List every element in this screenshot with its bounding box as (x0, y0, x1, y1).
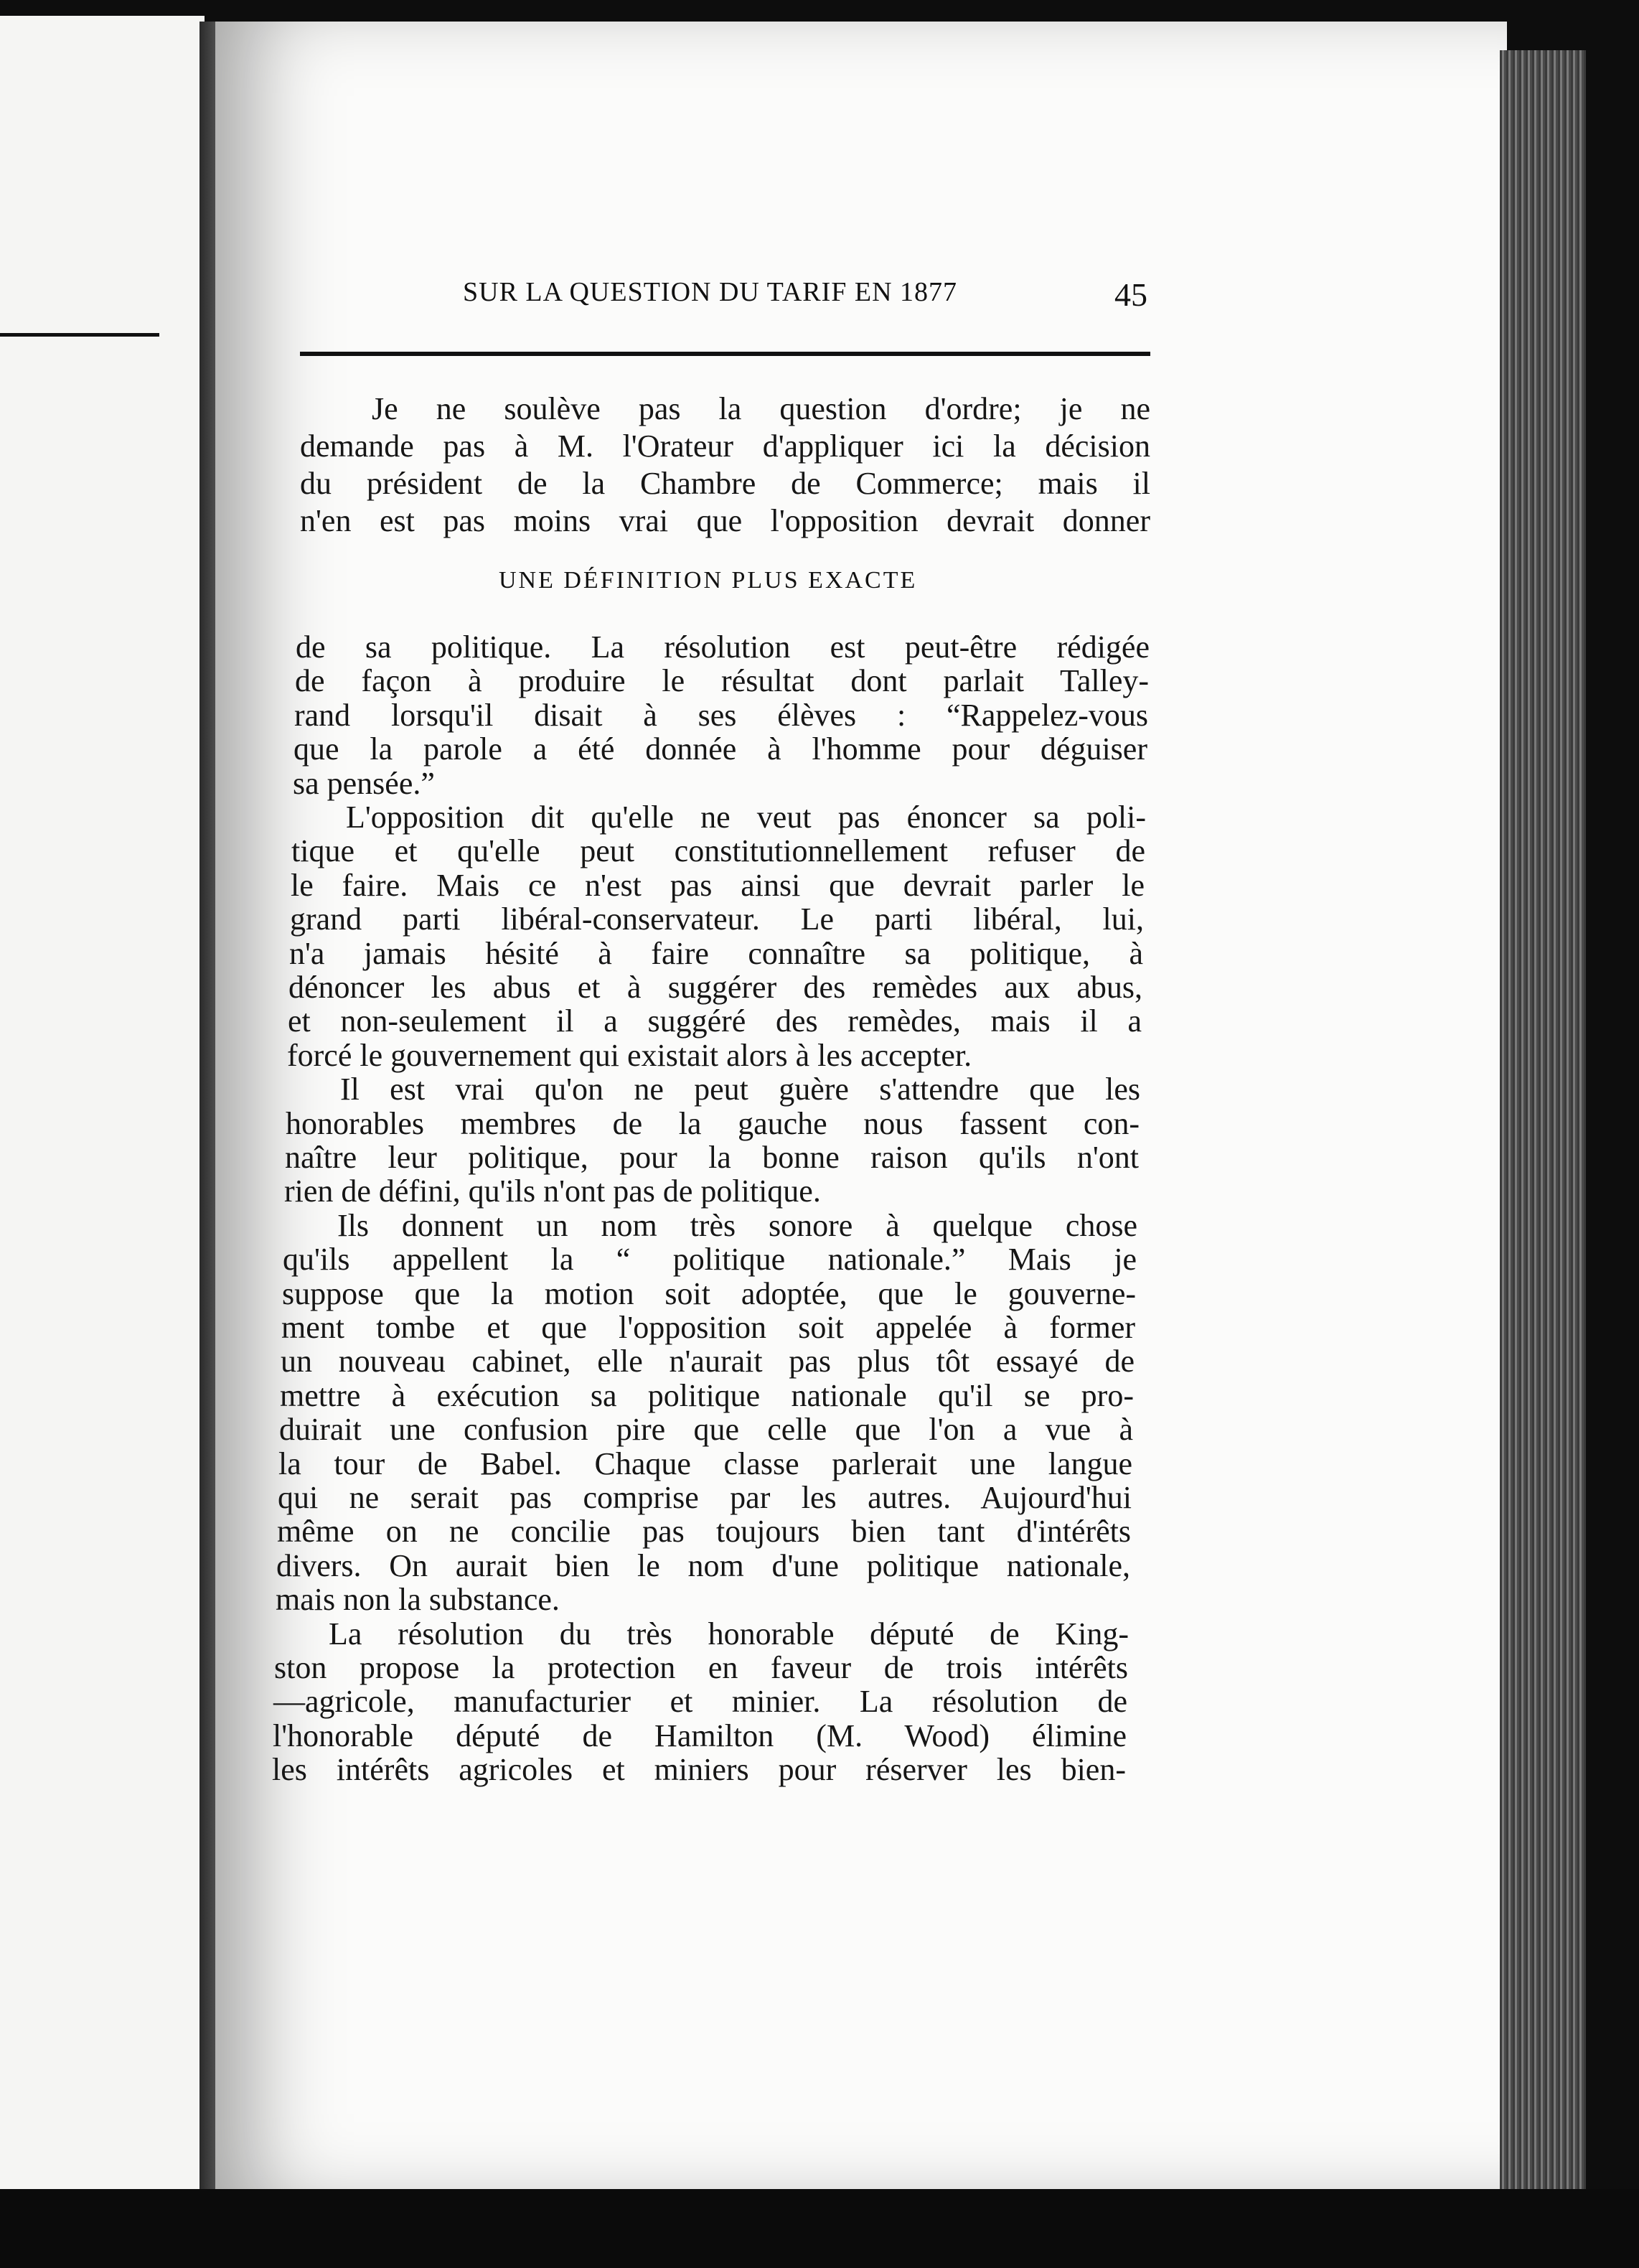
text-line: Ils donnent un nom très sonore à quelque chose (337, 1207, 1137, 1243)
text-line: sa pensée.” (293, 765, 435, 801)
running-head: SUR LA QUESTION DU TARIF EN 1877 (463, 277, 958, 307)
text-line: qu'ils appellent la “ politique nationale.” Mais je (283, 1242, 1137, 1278)
text-line: la tour de Babel. Chaque classe parlerait une langue (278, 1445, 1132, 1481)
text-line: et non-seulement il a suggéré des remèdes, mais il a (288, 1003, 1142, 1039)
text-line: du président de la Chambre de Commerce; mais il (300, 466, 1150, 501)
page-number: 45 (1114, 276, 1147, 313)
text-line: Je ne soulève pas la question d'ordre; je ne (372, 391, 1150, 426)
text-line: ston propose la protection en faveur de trois intérêts (274, 1650, 1128, 1685)
text-line: de façon à produire le résultat dont parlait Talley- (295, 663, 1149, 699)
text-line: un nouveau cabinet, elle n'aurait pas plus tôt essayé de (281, 1344, 1135, 1379)
text-line: rien de défini, qu'ils n'ont pas de politique. (284, 1173, 821, 1209)
text-line: La résolution du très honorable député de King- (329, 1616, 1129, 1651)
text-line: Il est vrai qu'on ne peut guère s'attendre que les (340, 1072, 1140, 1107)
text-line: dénoncer les abus et à suggérer des remèdes aux abus, (288, 970, 1142, 1005)
text-line: le faire. Mais ce n'est pas ainsi que devrait parler le (291, 867, 1145, 903)
text-line: de sa politique. La résolution est peut-être rédigée (296, 629, 1150, 665)
text-line: mais non la substance. (276, 1582, 560, 1618)
text-line: n'en est pas moins vrai que l'opposition devrait donner (300, 503, 1150, 538)
text-line: l'honorable député de Hamilton (M. Wood) élimine (273, 1718, 1127, 1753)
text-line: forcé le gouvernement qui existait alors à les accepter. (287, 1037, 972, 1073)
text-line: rand lorsqu'il disait à ses élèves : “Rappelez-vous (294, 697, 1148, 733)
text-line: demande pas à M. l'Orateur d'appliquer ici la décision (300, 428, 1150, 464)
text-line: mettre à exécution sa politique nationale qu'il se pro- (280, 1377, 1134, 1413)
text-line: grand parti libéral-conservateur. Le parti libéral, lui, (290, 901, 1144, 937)
section-heading: UNE DÉFINITION PLUS EXACTE (499, 567, 918, 594)
text-line: duirait une confusion pire que celle que l'on a vue à (279, 1412, 1133, 1448)
text-line: même on ne concilie pas toujours bien tant d'intérêts (277, 1514, 1131, 1550)
text-line: qui ne serait pas comprise par les autres. Aujourd'hui (278, 1480, 1132, 1515)
text-line: ment tombe et que l'opposition soit appelée à former (281, 1310, 1135, 1345)
text-line: naître leur politique, pour la bonne raison qu'ils n'ont (285, 1140, 1139, 1175)
text-line: honorables membres de la gauche nous fassent con- (286, 1105, 1140, 1141)
text-line: divers. On aurait bien le nom d'une politique nationale, (276, 1547, 1130, 1583)
text-line: n'a jamais hésité à faire connaître sa politique, à (289, 935, 1143, 971)
text-line: tique et qu'elle peut constitutionnellement refuser de (291, 833, 1145, 869)
text-line: suppose que la motion soit adoptée, que le gouverne- (282, 1275, 1136, 1311)
text-line: L'opposition dit qu'elle ne veut pas énoncer sa poli- (346, 800, 1146, 835)
text-line: que la parole a été donnée à l'homme pour déguiser (293, 731, 1147, 767)
text-line: les intérêts agricoles et miniers pour réserver les bien- (272, 1752, 1126, 1788)
text-line: —agricole, manufacturier et minier. La résolution de (273, 1684, 1127, 1720)
